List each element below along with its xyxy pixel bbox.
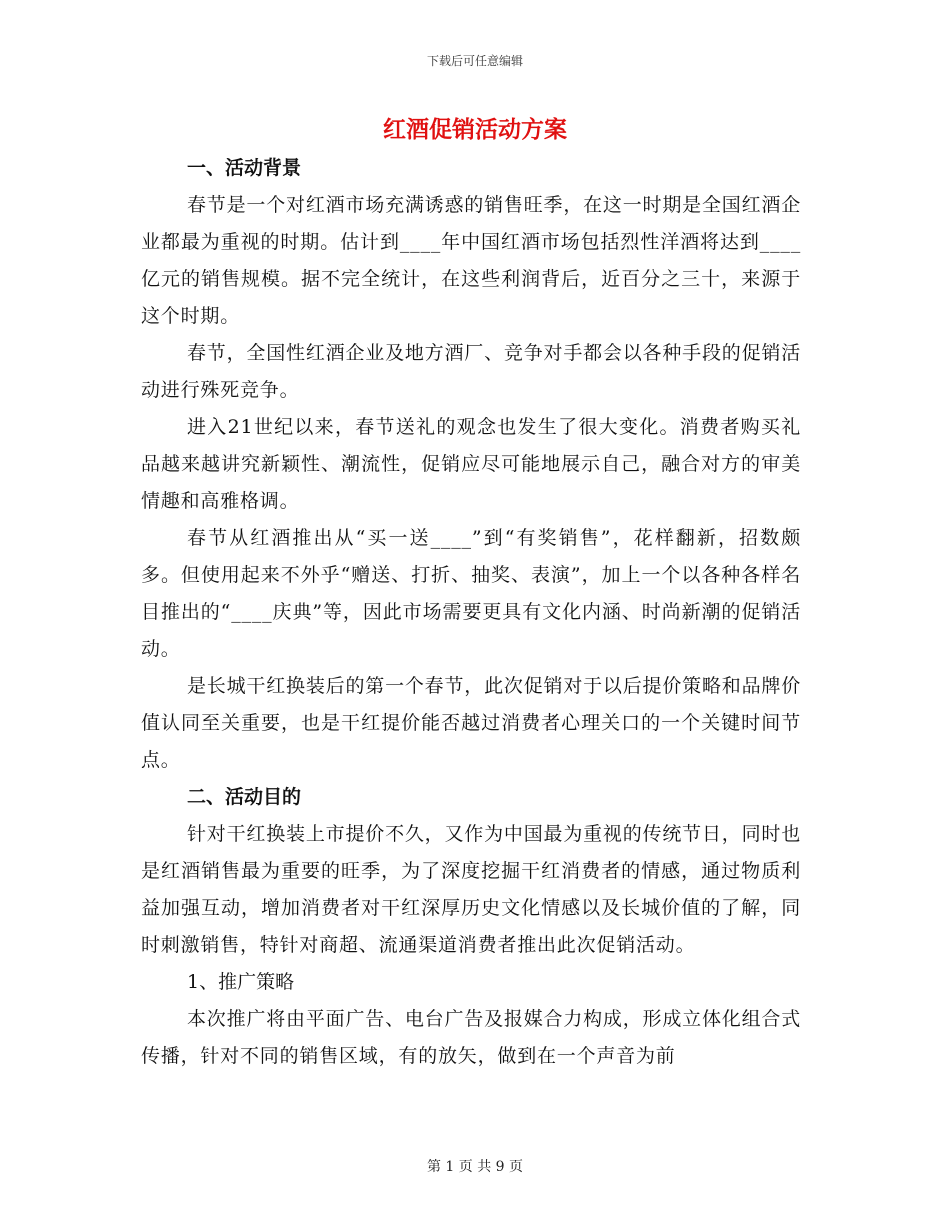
paragraph: 本次推广将由平面广告、电台广告及报媒合力构成，形成立体化组合式传播，针对不同的销售区域，有的放矢，做到在一个声音为前 [141,1008,801,1067]
paragraph: 进入21世纪以来，春节送礼的观念也发生了很大变化。消费者购买礼品越来越讲究新颖性、潮流性，促销应尽可能地展示自己，融合对方的审美情趣和高雅格调。 [141,416,801,512]
paragraph: 是长城干红换装后的第一个春节，此次促销对于以后提价策略和品牌价值认同至关重要，也是干红提价能否越过消费者心理关口的一个关键时间节点。 [141,675,801,771]
page-header-note: 下载后可任意编辑 [426,54,523,68]
document-body [141,150,801,1075]
paragraph: 针对干红换装上市提价不久，又作为中国最为重视的传统节日，同时也是红酒销售最为重要的旺季，为了深度挖掘干红消费者的情感，通过物质利益加强互动，增加消费者对干红深厚历史文化情感以及长城价值的了解，同时刺激销售，特针对商超、流通渠道消费者推出此次促销活动。 [141,823,801,956]
paragraph: 春节从红酒推出从“买一送____”到“有奖销售”，花样翻新，招数颇多。但使用起来不外乎“赠送、打折、抽奖、表演”，加上一个以各种各样名目推出的“____庆典”等，因此市场需要更具有文化内涵、时尚新潮的促销活动。 [141,527,801,660]
paragraph: 春节是一个对红酒市场充满诱惑的销售旺季，在这一时期是全国红酒企业都最为重视的时期。估计到____年中国红酒市场包括烈性洋酒将达到____亿元的销售规模。据不完全统计，在这些利润背后，近百分之三十，来源于这个时期。 [141,194,801,327]
document-title: 红酒促销活动方案 [383,116,567,143]
page-number-footer: 第 1 页 共 9 页 [426,1159,524,1175]
section-heading-purpose: 二、活动目的 [187,786,302,808]
section-heading-background: 一、活动背景 [187,157,302,179]
paragraph: 春节，全国性红酒企业及地方酒厂、竞争对手都会以各种手段的促销活动进行殊死竞争。 [141,342,801,401]
subsection-heading-strategy: 1、推广策略 [187,971,295,993]
